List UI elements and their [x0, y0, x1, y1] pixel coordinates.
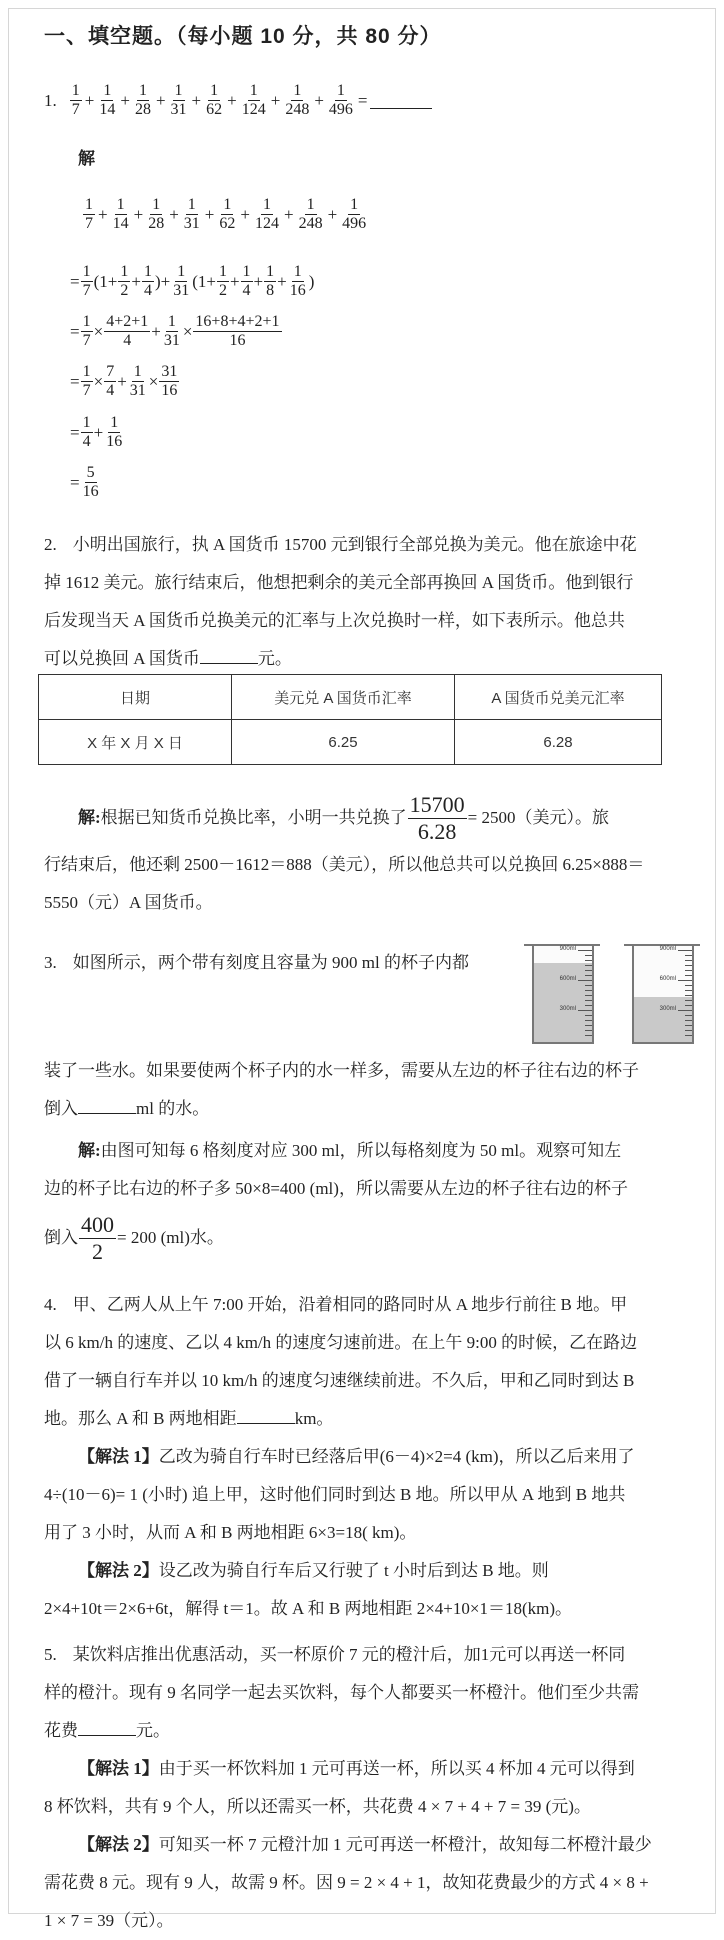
q3-solution-label: 解: [78, 1141, 101, 1160]
q1-restated-expression [82, 196, 369, 234]
q1-term-fraction: $\frac{1}{62}$ [206, 82, 223, 119]
q1-step-3: = $\frac{1}{7}$ × $\frac{7}{4}$ + $\frac{1}{31}$ × $\frac{31}{16}$ [70, 363, 178, 400]
q1-restate-term-fraction: $\frac{1}{496}$ [342, 196, 367, 233]
beaker-tick [678, 1010, 692, 1011]
q1-number: 1. [44, 90, 57, 110]
beaker-tick [685, 970, 692, 971]
q1-term-fraction: $\frac{1}{124}$ [241, 82, 266, 119]
beaker-tick [685, 1035, 692, 1036]
beaker-tick [685, 1005, 692, 1006]
section-heading: 一、填空题。（每小题 10 分，共 80 分） [44, 25, 442, 48]
right-beaker [628, 944, 698, 1054]
q2-fraction: $\frac{15700}{6.28}$ [409, 792, 465, 844]
q3-fraction: $\frac{400}{2}$ [81, 1212, 114, 1264]
right-beaker-water [634, 997, 692, 1042]
beaker-tick-label: 900ml [559, 946, 576, 952]
beaker-tick-label: 600ml [659, 976, 676, 982]
q1-term-fraction: $\frac{1}{7}$ [71, 82, 80, 119]
q1-restate-term-fraction: $\frac{1}{62}$ [219, 196, 236, 233]
q1-term-fraction: $\frac{1}{14}$ [99, 82, 116, 119]
beaker-tick [685, 1025, 692, 1026]
beaker-tick [585, 1035, 592, 1036]
q1-step-5: = $\frac{5}{16}$ [70, 464, 99, 501]
beaker-tick [578, 980, 592, 981]
table-cell-date: X 年 X 月 X 日 [39, 720, 232, 765]
beaker-tick [585, 1000, 592, 1001]
q3-solution: 解:由图可知每 6 格刻度对应 300 ml，所以每格刻度为 50 ml。观察可知左 边的杯子比右边的杯子多 50×8=400 (ml)，所以需要从左边的杯子往右边的杯子 倒入 $\frac{400}{2}$ = 200 (ml)水。 [44, 1141, 628, 1264]
beaker-tick [578, 1010, 592, 1011]
q1-restate-terms: $\frac{1}{7}$ + $\frac{1}{14}$ + $\frac{1}{28}$ + $\frac{1}{31}$ + $\frac{1}{62}$ + $\frac{1}{124}$ + $\frac{1}{248}$ + $\frac{1}{496}$ [85, 196, 367, 233]
beaker-tick [678, 980, 692, 981]
left-beaker [528, 944, 598, 1054]
q3-question-line1: 3. 如图所示，两个带有刻度且容量为 900 ml 的杯子内都 [44, 953, 469, 972]
beaker-tick [578, 950, 592, 951]
q1-restate-term-fraction: $\frac{1}{28}$ [148, 196, 165, 233]
q1-term-fraction: $\frac{1}{496}$ [328, 82, 353, 119]
beaker-tick-label: 600ml [559, 976, 576, 982]
q2-answer-blank[interactable] [200, 647, 258, 664]
q4-number: 4. [44, 1295, 57, 1314]
beaker-tick [685, 975, 692, 976]
beaker-tick [585, 995, 592, 996]
q1-term-fraction: $\frac{1}{31}$ [170, 82, 187, 119]
beaker-tick [685, 965, 692, 966]
q1-term-fraction: $\frac{1}{248}$ [285, 82, 310, 119]
beaker-tick [585, 1020, 592, 1021]
q3-number: 3. [44, 953, 57, 972]
table-header-date: 日期 [39, 675, 232, 720]
table-cell-usd-rate: 6.25 [232, 720, 455, 765]
beaker-tick [685, 990, 692, 991]
beaker-tick [685, 1020, 692, 1021]
beaker-tick [585, 955, 592, 956]
q1-step-2: = $\frac{1}{7}$ × $\frac{4+2+1}{4}$ + $\frac{1}{31}$ × $\frac{16+8+4+2+1}{16}$ [70, 313, 280, 350]
q1-restate-term-fraction: $\frac{1}{14}$ [112, 196, 129, 233]
q4-answer-blank[interactable] [237, 1407, 295, 1424]
beaker-tick [678, 950, 692, 951]
beaker-tick [685, 1015, 692, 1016]
q1-solution-label: 解 [78, 149, 95, 168]
q5-answer-blank[interactable] [78, 1719, 136, 1736]
beaker-tick [585, 1005, 592, 1006]
beaker-tick [585, 1030, 592, 1031]
q1-step-4: = $\frac{1}{4}$ + $\frac{1}{16}$ [70, 414, 123, 451]
beaker-tick [585, 965, 592, 966]
q5-method1-label: 【解法 1】 [78, 1759, 159, 1778]
q5-question: 5. 某饮料店推出优惠活动，买一杯原价 7 元的橙汁后，加1元可以再送一杯同 样的橙汁。现有 9 名同学一起去买饮料，每个人都要买一杯橙汁。他们至少共需 花费 元。 【解法 1】由于买一杯饮料加 1 元可再送一杯，所以买 4 杯加 4 元可以得到 8 杯饮料，共有 9 个人，所以还需买一杯，共花费 4 × 7 + 4 + 7 = 39 (元)。 【解法 2】可知买一杯 7 元橙汁加 1 元可再送一杯橙汁，故知每二杯橙汁最少 需花费 8 元。现有 9 人，故需 9 杯。因 9 = 2 × 4 + 1，故知花费最少的方式 4 × 8 + 1 × 7 = 39（元）。 [44, 1645, 652, 1930]
beaker-tick-label: 300ml [659, 1006, 676, 1012]
beaker-tick [585, 985, 592, 986]
q5-method2-label: 【解法 2】 [78, 1835, 159, 1854]
table-header-usd-rate: 美元兑 A 国货币汇率 [232, 675, 455, 720]
beaker-tick-label: 300ml [559, 1006, 576, 1012]
beaker-tick [685, 995, 692, 996]
beaker-tick-label: 900ml [659, 946, 676, 952]
q5-number: 5. [44, 1645, 57, 1664]
beaker-tick [685, 960, 692, 961]
beaker-tick [685, 1030, 692, 1031]
beaker-tick [685, 985, 692, 986]
beaker-tick [685, 955, 692, 956]
beaker-tick [585, 1015, 592, 1016]
q4-question: 4. 甲、乙两人从上午 7:00 开始，沿着相同的路同时从 A 地步行前往 B 地。甲 以 6 km/h 的速度、乙以 4 km/h 的速度匀速前进。在上午 9:00 的时候，乙在路边 借了一辆自行车并以 10 km/h 的速度匀速继续前进。不久后，甲和乙同时到达 B 地。那么 A 和 B 两地相距 km。 【解法 1】乙改为骑自行车时已经落后甲(6－4)×2=4 (km)，所以乙后来用了 4÷(10－6)= 1 (小时) 追上甲，这时他们同时到达 B 地。所以甲从 A 地到 B 地共 用了 3 小时，从而 A 和 B 两地相距 6×3=18( km)。 【解法 2】设乙改为骑自行车后又行驶了 t 小时后到达 B 地。则 2×4+10t＝2×6+6t，解得 t＝1。故 A 和 B 两地相距 2×4+10×1＝18(km)。 [44, 1295, 638, 1618]
q1-terms: $\frac{1}{7}$ + $\frac{1}{14}$ + $\frac{1}{28}$ + $\frac{1}{31}$ + $\frac{1}{62}$ + $\frac{1}{124}$ + $\frac{1}{248}$ + $\frac{1}{496}$ [71, 82, 353, 119]
beaker-tick [585, 970, 592, 971]
q2-text: 2. 小明出国旅行，执 A 国货币 15700 元到银行全部兑换为美元。他在旅途中花 掉 1612 美元。旅行结束后，他想把剩余的美元全部再换回 A 国货币。他到银行 后发现当天 A 国货币兑换美元的汇率与上次兑换时一样，如下表所示。他总共 可以兑换回 A 国货币 元。 [44, 535, 637, 668]
beaker-tick [585, 975, 592, 976]
beaker-tick [585, 1025, 592, 1026]
q1-expression: 1. $\frac{1}{7}$ + $\frac{1}{14}$ + $\frac{1}{28}$ + $\frac{1}{31}$ + $\frac{1}{62}$ + $\frac{1}{124}$ + $\frac{1}{248}$ + $\frac{1}{496}$ = [44, 82, 432, 120]
q4-method1-label: 【解法 1】 [78, 1447, 159, 1466]
q1-term-fraction: $\frac{1}{28}$ [134, 82, 151, 119]
q2-solution-label: 解: [78, 808, 101, 827]
beaker-tick [585, 990, 592, 991]
beaker-tick [685, 1000, 692, 1001]
table-row [39, 720, 662, 765]
q1-restate-term-fraction: $\frac{1}{248}$ [298, 196, 323, 233]
q3-question-rest: 装了一些水。如果要使两个杯子内的水一样多，需要从左边的杯子往右边的杯子 倒入 ml 的水。 [44, 1061, 639, 1118]
q1-restate-term-fraction: $\frac{1}{31}$ [183, 196, 200, 233]
table-header-row [39, 675, 662, 720]
q2-solution: 解: 根据已知货币兑换比率，小明一共兑换了 $\frac{15700}{6.28}$ = 2500（美元）。旅 行结束后，他还剩 2500－1612＝888（美元），所以他总共可以兑换回 6.25×888＝ 5550（元）A 国货币。 [44, 792, 645, 912]
q3-answer-blank[interactable] [78, 1097, 136, 1114]
q2-number: 2. [44, 535, 57, 554]
exchange-rate-table [38, 674, 662, 765]
q1-restate-term-fraction: $\frac{1}{124}$ [254, 196, 279, 233]
q1-answer-blank[interactable] [370, 92, 432, 109]
table-cell-a-rate: 6.28 [455, 720, 662, 765]
q1-restate-term-fraction: $\frac{1}{7}$ [85, 196, 93, 233]
beaker-tick [585, 960, 592, 961]
q4-method2-label: 【解法 2】 [78, 1561, 159, 1580]
q1-step-1: = $\frac{1}{7}$ (1+ $\frac{1}{2}$ + $\frac{1}{4}$ )+ $\frac{1}{31}$ (1+ $\frac{1}{2}$ + $\frac{1}{4}$ + $\frac{1}{8}$ + $\frac{1}{16}$ ) [70, 263, 315, 300]
table-header-a-rate: A 国货币兑美元汇率 [455, 675, 662, 720]
